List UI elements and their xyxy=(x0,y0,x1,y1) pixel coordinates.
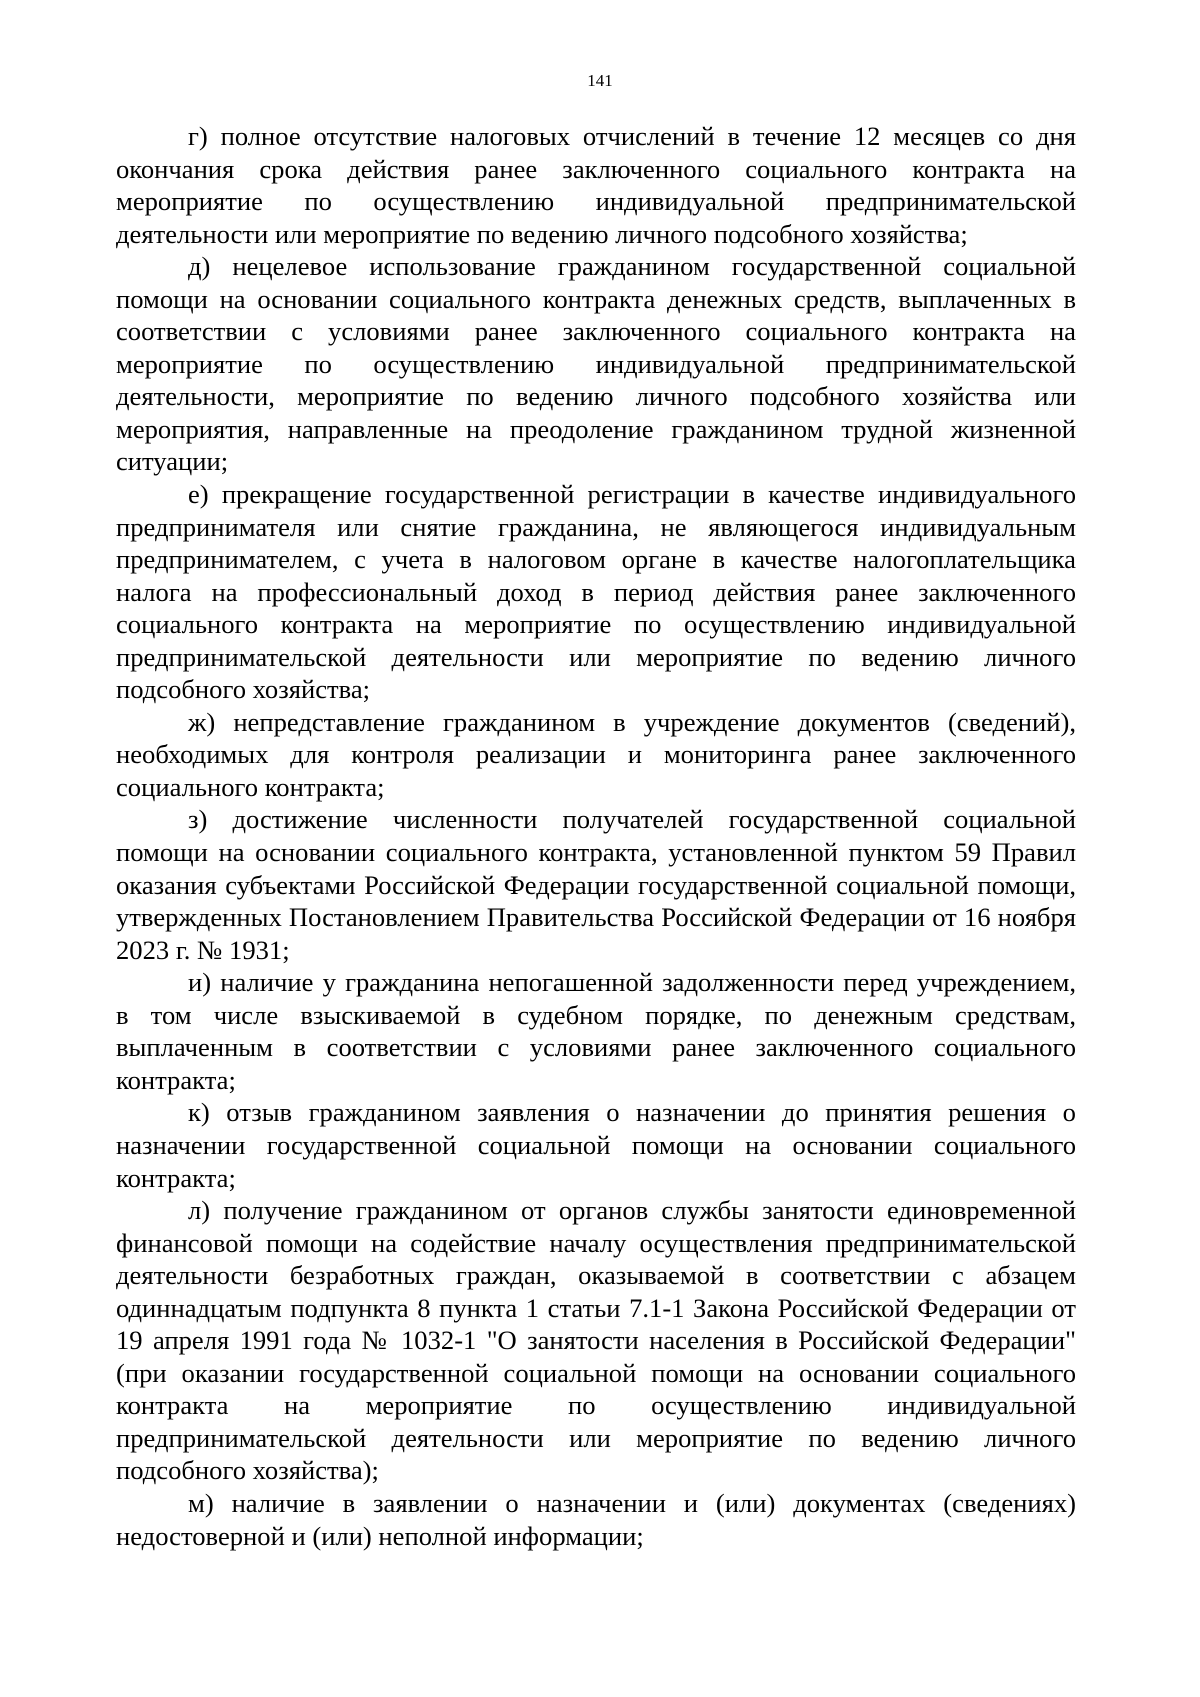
list-item-marker: е) xyxy=(188,479,209,510)
list-item-text: наличие в заявлении о назначении и (или) документах (сведениях) недостоверной и (или) неполной информации; xyxy=(116,1487,1076,1551)
list-item-marker: г) xyxy=(188,121,208,151)
list-item xyxy=(116,1096,1076,1194)
list-item xyxy=(116,1194,1076,1487)
list-item xyxy=(116,966,1076,1096)
list-item xyxy=(116,120,1076,250)
list-item-text: полное отсутствие налоговых отчислений в течение 12 месяцев со дня окончания срока действия ранее заключенного социального контракта на мероприятие по осуществлению индивидуальной предпринимательской деятельности или мероприятие по ведению личного подсобного хозяйства; xyxy=(116,121,1076,249)
list-item xyxy=(116,706,1076,804)
list-item xyxy=(116,1487,1076,1552)
list-item-marker: м) xyxy=(188,1487,214,1518)
list-item-text: достижение численности получателей государственной социальной помощи на основании социального контракта, установленной пунктом 59 Правил оказания субъектами Российской Федерации государственной социальной помощи, утвержденных Постановлением Правительства Российской Федерации от 16 ноября 2023 г. № 1931; xyxy=(116,804,1076,965)
list-item xyxy=(116,478,1076,706)
list-item-text: отзыв гражданином заявления о назначении до принятия решения о назначении государственной социальной помощи на основании социального контракта; xyxy=(116,1097,1076,1193)
list-item xyxy=(116,803,1076,966)
list-item-text: нецелевое использование гражданином государственной социальной помощи на основании социального контракта денежных средств, выплаченных в соответствии с условиями ранее заключенного социального контракта на мероприятие по осуществлению индивидуальной предпринимательской деятельности, мероприятие по ведению личного подсобного хозяйства или мероприятия, направленные на преодоление гражданином трудной жизненной ситуации; xyxy=(116,251,1076,477)
list-item-text: непредставление гражданином в учреждение документов (сведений), необходимых для контроля реализации и мониторинга ранее заключенного социального контракта; xyxy=(116,706,1076,802)
list-item-marker: к) xyxy=(188,1097,210,1128)
page-number: 141 xyxy=(587,71,613,90)
list-item-marker: ж) xyxy=(188,706,216,737)
list-item-marker: л) xyxy=(188,1195,211,1226)
list-item xyxy=(116,250,1076,478)
list-item-text: прекращение государственной регистрации в качестве индивидуального предпринимателя или снятие гражданина, не являющегося индивидуальным предпринимателем, с учета в налоговом органе в качестве налогоплательщика налога на профессиональный доход в период действия ранее заключенного социального контракта на мероприятие по осуществлению индивидуальной предпринимательской деятельности или мероприятие по ведению личного подсобного хозяйства; xyxy=(116,479,1076,705)
list-item-marker: д) xyxy=(188,251,211,282)
list-item-marker: з) xyxy=(188,804,208,835)
list-item-marker: и) xyxy=(188,967,212,998)
list-item-text: наличие у гражданина непогашенной задолженности перед учреждением, в том числе взыскиваемой в судебном порядке, по денежным средствам, выплаченным в соответствии с условиями ранее заключенного социального контракта; xyxy=(116,967,1076,1095)
document-body xyxy=(116,120,1076,1552)
list-item-text: получение гражданином от органов службы занятости единовременной финансовой помощи на содействие началу осуществления предпринимательской деятельности безработных граждан, оказываемой в соответствии с абзацем одиннадцатым подпункта 8 пункта 1 статьи 7.1-1 Закона Российской Федерации от 19 апреля 1991 года № 1032-1 "О занятости населения в Российской Федерации" (при оказании государственной социальной помощи на основании социального контракта на мероприятие по осуществлению индивидуальной предпринимательской деятельности или мероприятие по ведению личного подсобного хозяйства); xyxy=(116,1195,1077,1486)
